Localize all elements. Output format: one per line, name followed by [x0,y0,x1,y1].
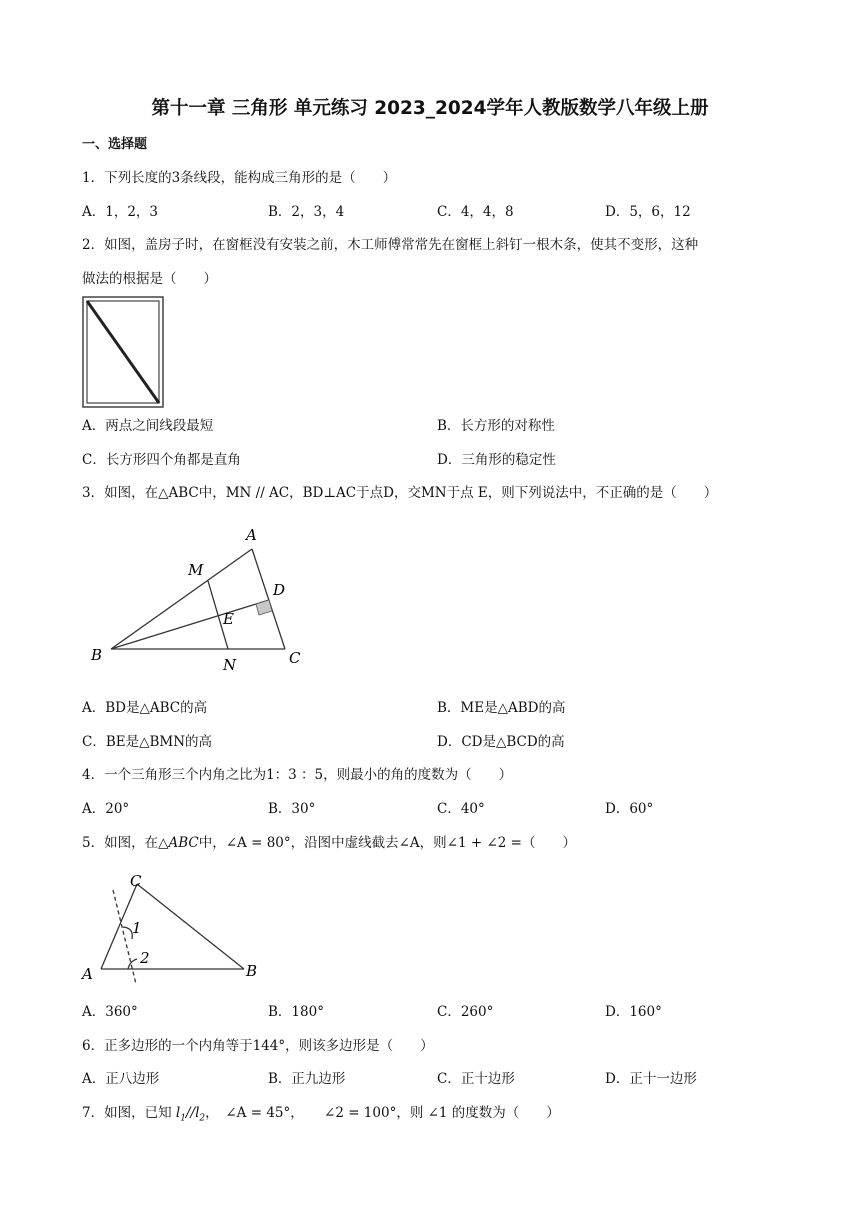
q7-line-l1: l [175,1105,181,1121]
q6-option-b[interactable]: B．正九边形 [268,1071,346,1087]
section-heading: 一、选择题 [82,137,148,152]
q2-option-b[interactable]: B．长方形的对称性 [437,418,555,434]
q2-option-d[interactable]: D．三角形的稳定性 [437,452,556,468]
q5-stem [82,834,576,852]
page-title: 第十一章 三角形 单元练习 2023_2024学年人教版数学八年级上册 [151,98,709,119]
q5-stem-part2: 中，∠A = 80°，沿图中虚线截去∠A，则∠1 + ∠2 =（ ） [198,835,576,851]
q1-option-d[interactable]: D．5，6，12 [605,204,691,220]
q4-option-a[interactable]: A．20° [82,801,130,817]
q3-option-b[interactable]: B．ME是△ABD的高 [437,700,566,716]
q6-stem: 6．正多边形的一个内角等于144°，则该多边形是（ ） [82,1038,434,1054]
q1-stem: 1．下列长度的3条线段，能构成三角形的是（ ） [82,170,397,186]
q5-option-b[interactable]: B．180° [268,1004,324,1020]
q3-label-C: C [289,649,301,667]
q3-label-E: E [223,610,234,628]
q4-option-d[interactable]: D．60° [605,801,654,817]
q3-option-a[interactable]: A．BD是△ABC的高 [82,700,208,716]
q5-label-2: 2 [140,949,150,967]
q7-stem [82,1104,560,1128]
q3-stem: 3．如图，在△ABC中，MN // AC，BD⊥AC于点D，交MN于点 E，则下列说法中，不正确的是（ ） [82,485,718,501]
q4-stem: 4．一个三角形三个内角之比为1：3 ：5，则最小的角的度数为（ ） [82,767,513,783]
q5-stem-abc: ABC [168,835,199,851]
q1-option-a[interactable]: A．1，2，3 [82,204,159,220]
q2-option-c[interactable]: C．长方形四个角都是直角 [82,452,241,468]
q5-option-a[interactable]: A．360° [82,1004,138,1020]
q3-label-N: N [223,656,237,674]
q7-stem-part1: 7．如图，已知 [82,1105,176,1121]
q3-option-d[interactable]: D．CD是△BCD的高 [437,734,565,750]
q3-label-D: D [273,581,286,599]
triangle-abc-figure [80,520,320,680]
window-frame-figure [82,296,166,410]
q4-option-b[interactable]: B．30° [268,801,316,817]
q2-stem-line1: 2．如图，盖房子时，在窗框没有安装之前，木工师傅常常先在窗框上斜钉一根木条，使其不变形，这种 [82,237,699,253]
q3-label-M: M [188,561,204,579]
q4-option-c[interactable]: C．40° [437,801,485,817]
q1-option-c[interactable]: C．4，4，8 [437,204,514,220]
q6-option-a[interactable]: A．正八边形 [82,1071,160,1087]
q3-label-A: A [246,526,257,544]
q7-line-l1-subscript: 1 [180,1113,186,1124]
q7-line-l2: l [195,1105,200,1121]
q1-option-b[interactable]: B．2，3，4 [268,204,345,220]
q7-stem-part2: ， ∠A = 45°， ∠2 = 100°，则 ∠1 的度数为（ ） [205,1105,560,1121]
q3-label-B: B [91,646,103,664]
q7-parallel-sign: // [185,1105,196,1121]
q2-stem-line2: 做法的根据是（ ） [82,271,217,287]
q5-option-c[interactable]: C．260° [437,1004,494,1020]
q2-option-a[interactable]: A．两点之间线段最短 [82,418,214,434]
q5-label-A: A [82,965,93,983]
q3-option-c[interactable]: C．BE是△BMN的高 [82,734,213,750]
triangle-cut-figure [80,866,280,986]
q7-line-l2-subscript: 2 [199,1113,206,1124]
q5-option-d[interactable]: D．160° [605,1004,662,1020]
q6-option-c[interactable]: C．正十边形 [437,1071,515,1087]
q6-option-d[interactable]: D．正十一边形 [605,1071,697,1087]
q5-label-1: 1 [132,919,142,937]
q5-label-B: B [246,962,258,980]
q5-stem-part1: 5．如图，在△ [82,835,169,851]
q5-label-C: C [130,872,142,890]
